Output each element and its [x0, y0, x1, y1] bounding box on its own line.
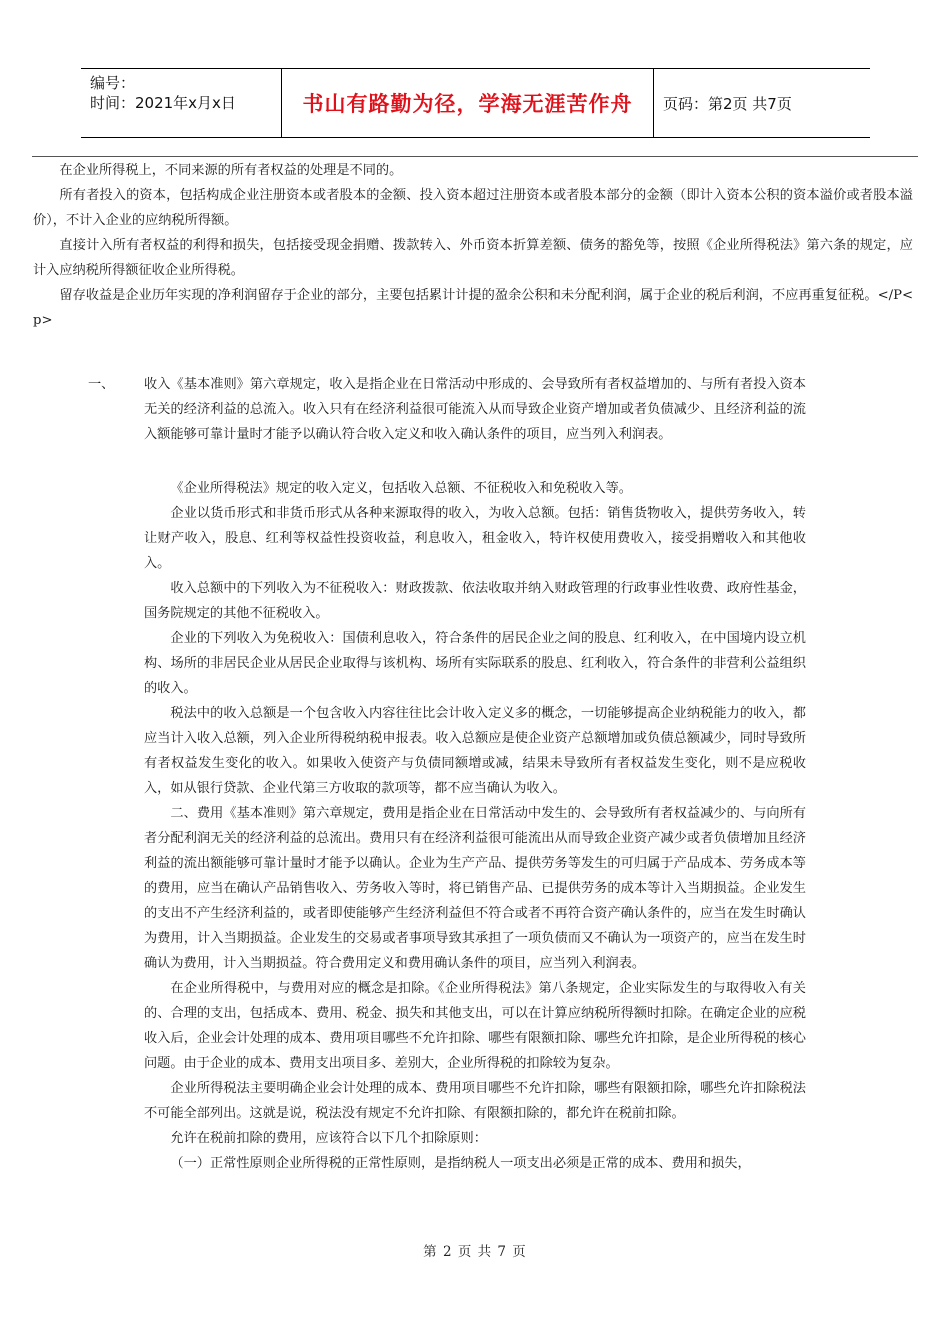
section-one-paragraph — [88, 372, 806, 447]
paragraph: （一）正常性原则企业所得税的正常性原则，是指纳税人一项支出必须是正常的成本、费用和损失， — [170, 1156, 751, 1171]
paragraph: 留存收益是企业历年实现的净利润留存于企业的部分，主要包括累计计提的盈余公积和未分配利润，属于企业的税后利润，不应再重复征税。</P< p> — [33, 288, 913, 328]
page-footer: 第 2 页 共 7 页 — [423, 1244, 527, 1260]
paragraph: 企业所得税法主要明确企业会计处理的成本、费用项目哪些不允许扣除，哪些有限额扣除，哪些允许扣除税法不可能全部列出。这就是说，税法没有规定不允许扣除、有限额扣除的，都允许在税前扣除。 — [144, 1081, 806, 1121]
paragraph: 在企业所得税中，与费用对应的概念是扣除。《企业所得税法》第八条规定，企业实际发生的与取得收入有关的、合理的支出，包括成本、费用、税金、损失和其他支出，可以在计算应纳税所得额时扣除。在确定企业的应税收入后，企业会计处理的成本、费用项目哪些不允许扣除、哪些有限额扣除、哪些允许扣除，是企业所得税的核心问题。由于企业的成本、费用支出项目多、差别大，企业所得税的扣除较为复杂。 — [144, 981, 806, 1071]
header-motto: 书山有路勤为径，学海无涯苦作舟 — [282, 69, 654, 137]
paragraph: 直接计入所有者权益的利得和损失，包括接受现金捐赠、拨款转入、外币资本折算差额、债务的豁免等，按照《企业所得税法》第六条的规定，应计入应纳税所得额征收企业所得税。 — [33, 238, 913, 278]
paragraph: 《企业所得税法》规定的收入定义，包括收入总额、不征税收入和免税收入等。 — [170, 481, 632, 496]
section-one-block — [88, 372, 806, 447]
paragraph: 企业的下列收入为免税收入：国债利息收入，符合条件的居民企业之间的股息、红利收入，在中国境内设立机构、场所的非居民企业从居民企业取得与该机构、场所有实际联系的股息、红利收入，符合条件的非营利公益组织的收入。 — [144, 631, 806, 696]
document-time-label: 时间：2021年x月x日 — [90, 94, 236, 112]
header-page-label: 页码：第2页 共7页 — [663, 94, 792, 113]
document-header — [81, 68, 870, 138]
main-text-block — [144, 476, 806, 1176]
section-one-text: 收入《基本准则》第六章规定，收入是指企业在日常活动中形成的、会导致所有者权益增加的、与所有者投入资本无关的经济利益的总流入。收入只有在经济利益很可能流入从而导致企业资产增加或者负债减少、且经济利益的流入额能够可靠计量时才能予以确认符合收入定义和收入确认条件的项目，应当列入利润表。 — [144, 377, 806, 442]
paragraph: 税法中的收入总额是一个包含收入内容往往比会计收入定义多的概念，一切能够提高企业纳税能力的收入，都应当计入收入总额，列入企业所得税纳税申报表。收入总额应是使企业资产总额增加或负债总额减少，同时导致所有者权益发生变化的收入。如果收入使资产与负债同额增或减，结果未导致所有者权益发生变化，则不是应税收入，如从银行贷款、企业代第三方收取的款项等，都不应当确认为收入。 — [144, 706, 806, 796]
paragraph: 企业以货币形式和非货币形式从各种来源取得的收入，为收入总额。包括：销售货物收入，提供劳务收入，转让财产收入，股息、红利等权益性投资收益，利息收入，租金收入，特许权使用费收入，接受捐赠收入和其他收入。 — [144, 506, 806, 571]
paragraph: 收入总额中的下列收入为不征税收入：财政拨款、依法收取并纳入财政管理的行政事业性收费、政府性基金，国务院规定的其他不征税收入。 — [144, 581, 806, 621]
top-text-block — [33, 158, 913, 333]
paragraph: 所有者投入的资本，包括构成企业注册资本或者股本的金额、投入资本超过注册资本或者股本部分的金额（即计入资本公积的资本溢价或者股本溢价），不计入企业的应纳税所得额。 — [33, 188, 913, 228]
paragraph: 在企业所得税上，不同来源的所有者权益的处理是不同的。 — [59, 163, 403, 178]
paragraph: 允许在税前扣除的费用，应该符合以下几个扣除原则： — [170, 1131, 487, 1146]
document-number-label: 编号： — [90, 74, 136, 92]
paragraph: 二、费用《基本准则》第六章规定，费用是指企业在日常活动中发生的、会导致所有者权益减少的、与向所有者分配利润无关的经济利益的总流出。费用只有在经济利益很可能流出从而导致企业资产减少或者负债增加且经济利益的流出额能够可靠计量时才能予以确认。企业为生产产品、提供劳务等发生的可归属于产品成本、劳务成本等的费用，应当在确认产品销售收入、劳务收入等时，将已销售产品、已提供劳务的成本等计入当期损益。企业发生的支出不产生经济利益的，或者即使能够产生经济利益但不符合或者不再符合资产确认条件的，应当在发生时确认为费用，计入当期损益。企业发生的交易或者事项导致其承担了一项负债而又不确认为一项资产的，应当在发生时确认为费用，计入当期损益。符合费用定义和费用确认条件的项目，应当列入利润表。 — [144, 806, 806, 971]
section-one-number: 一、 — [88, 377, 115, 392]
header-divider — [32, 156, 918, 157]
header-meta — [81, 69, 282, 137]
